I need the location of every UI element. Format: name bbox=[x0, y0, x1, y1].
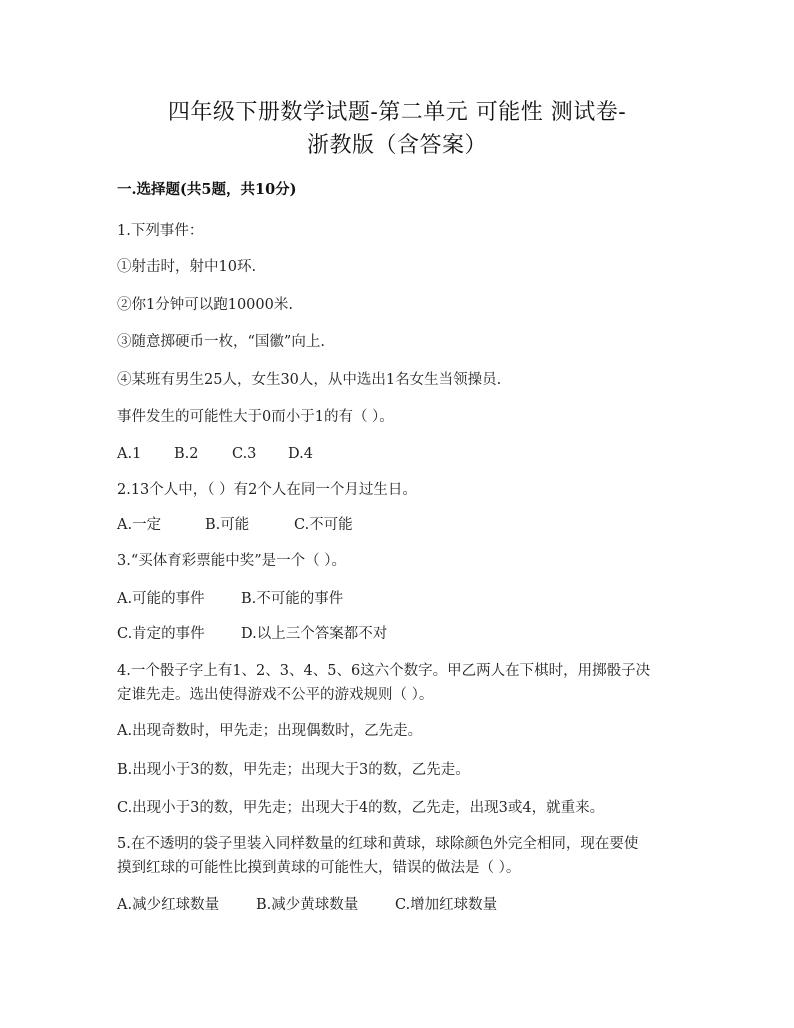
q2-option-b: B.可能 bbox=[205, 517, 250, 533]
q3-option-b: B.不可能的事件 bbox=[241, 591, 344, 607]
q5-option-c: C.增加红球数量 bbox=[395, 897, 498, 913]
question-3-stem: 3.“买体育彩票能中奖”是一个（ ）。 bbox=[117, 553, 347, 569]
q1-option-b: B.2 bbox=[174, 446, 199, 462]
question-1-ask: 事件发生的可能性大于0而小于1的有（ ）。 bbox=[117, 409, 394, 425]
question-1-stem: 1.下列事件： bbox=[117, 223, 204, 239]
q3-option-a: A.可能的事件 bbox=[117, 591, 205, 607]
question-1-options bbox=[117, 445, 313, 463]
question-5-stem-line-2: 摸到红球的可能性比摸到黄球的可能性大，错误的做法是（ ）。 bbox=[117, 860, 521, 876]
question-5-stem-line-1: 5.在不透明的袋子里装入同样数量的红球和黄球，球除颜色外完全相同，现在要使 bbox=[117, 836, 639, 852]
document-title-line1: 四年级下册数学试题-第二单元 可能性 测试卷- bbox=[167, 100, 627, 125]
q1-option-a: A.1 bbox=[117, 446, 142, 462]
question-3-options-row-1 bbox=[117, 590, 343, 608]
q3-option-c: C.肯定的事件 bbox=[117, 626, 205, 642]
section-heading: 一.选择题(共5题，共10分) bbox=[117, 181, 297, 198]
question-3-options-row-2 bbox=[117, 625, 387, 643]
q4-option-c: C.出现小于3的数，甲先走；出现大于4的数，乙先走，出现3或4，就重来。 bbox=[117, 800, 605, 816]
q1-option-d: D.4 bbox=[288, 446, 313, 462]
question-4-stem-line-1: 4.一个骰子字上有1、2、3、4、5、6这六个数字。甲乙两人在下棋时，用掷骰子决 bbox=[117, 663, 651, 679]
q2-option-c: C.不可能 bbox=[294, 517, 353, 533]
q1-option-c: C.3 bbox=[232, 446, 257, 462]
question-5-options bbox=[117, 896, 497, 914]
q5-option-a: A.减少红球数量 bbox=[117, 897, 220, 913]
question-4-stem-line-2: 定谁先走。选出使得游戏不公平的游戏规则（ ）。 bbox=[117, 687, 434, 703]
question-2-stem: 2.13个人中，（ ）有2个人在同一个月过生日。 bbox=[117, 482, 417, 498]
question-1-item-1: ①射击时，射中10环. bbox=[117, 259, 257, 275]
q3-option-d: D.以上三个答案都不对 bbox=[241, 626, 388, 642]
q5-option-b: B.减少黄球数量 bbox=[256, 897, 359, 913]
question-1-item-3: ③随意掷硬币一枚，“国徽”向上. bbox=[117, 334, 325, 350]
question-1-item-4: ④某班有男生25人，女生30人，从中选出1名女生当领操员. bbox=[117, 372, 502, 388]
question-1-item-2: ②你1分钟可以跑10000米. bbox=[117, 297, 293, 313]
document-title-line2: 浙教版（含答案） bbox=[306, 133, 487, 158]
question-2-options bbox=[117, 516, 353, 534]
q4-option-a: A.出现奇数时，甲先走；出现偶数时，乙先走。 bbox=[117, 723, 423, 739]
q2-option-a: A.一定 bbox=[117, 517, 162, 533]
q4-option-b: B.出现小于3的数，甲先走；出现大于3的数，乙先走。 bbox=[117, 762, 470, 778]
